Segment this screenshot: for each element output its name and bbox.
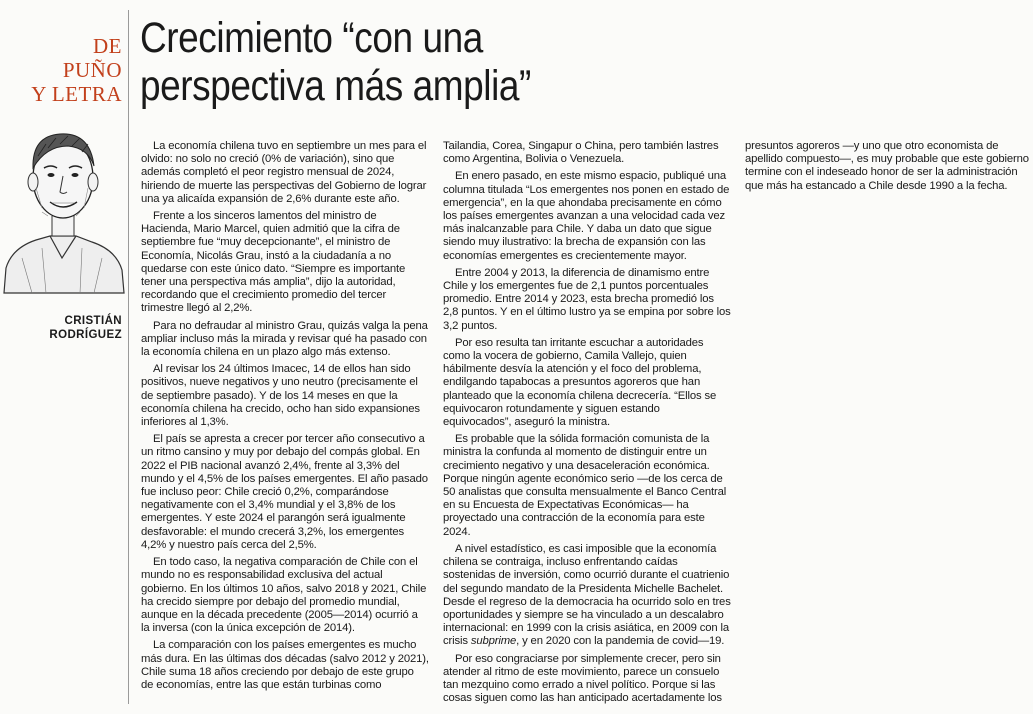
section-label-line1: DE (93, 34, 122, 58)
article-italic-term: subprime (470, 635, 517, 648)
article-paragraph: El país se apresta a crecer por tercer año consecutivo a un ritmo cansino y muy por debajo del compás global. En 2022 el PIB nacional avanzó 2,4%, frente al 3,3% del mundo y el 4,5% de los países emergentes. El año pasado fue incluso peor: Chile creció 0,2%, comparándose negativamente con el 3,4% mundial y el 3,8% de los emergentes. Y este 2024 el parangón será igualmente desfavorable: el mundo crecerá 3,2%, los emergentes 4,2% y nuestro país cerca del 2,5%. (141, 433, 428, 551)
section-label-line3: Y LETRA (31, 82, 122, 106)
article-text: , y en 2020 con la pandemia de covid—19. (516, 635, 725, 648)
section-label-line2: PUÑO (62, 58, 122, 82)
article-paragraph: Al revisar los 24 últimos Imacec, 14 de ellos han sido positivos, nueve negativos y uno neutro (precisamente el de septiembre pasado). Y de los 14 meses en que la economía chilena ha crecido, ocho han sido expansiones inferiores al 1,3%. (141, 363, 420, 429)
article-paragraph: Entre 2004 y 2013, la diferencia de dinamismo entre Chile y los emergentes fue de 2,1 puntos porcentuales promedio. Entre 2014 y 2023, esta brecha promedió los 2,8 puntos. Y en el último lustro ya se empina por sobre los 3,2 puntos. (443, 266, 731, 332)
author-name (49, 314, 122, 342)
author-first-name: CRISTIÁN (64, 315, 122, 327)
article-paragraph: Por eso resulta tan irritante escuchar a autoridades como la vocera de gobierno, Camila Vallejo, quien hábilmente desvía la atención y el foco del problema, endilgando tapabocas a presuntos agoreros que han planteado que la economía chilena decrecería. “Ellos se equivocaron rotundamente y siguen estando equivocados”, aseguró la ministra. (443, 336, 717, 429)
section-label (31, 34, 122, 106)
article-paragraph: Es probable que la sólida formación comunista de la ministra la confunda al momento de distinguir entre un crecimiento negativo y una desaceleración económica. Porque ningún agente económico serio —de los cerca de 50 analistas que consulta mensualmente el Banco Central en su Encuesta de Expectativas Económicas— ha proyectado una contracción de la economía para este 2024. (443, 433, 727, 538)
article-text: A nivel estadístico, es casi imposible que la economía chilena se contraiga, incluso enfrentando caídas sostenidas de inversión, como ocurrió durante el cuatrienio del segundo mandato de la Presidenta Michelle Bachelet. Desde el regreso de la democracia ha ocurrido solo en tres oportunidades y siempre se ha vinculado a un descalabro internacional: en 1999 con la crisis asiática, en 2009 con la crisis (443, 542, 731, 648)
author-last-name: RODRÍGUEZ (49, 329, 122, 341)
article-paragraph: Para no defraudar al ministro Grau, quizás valga la pena ampliar incluso más la mirada y revisar qué ha pasado con la economía chilena en un plazo algo más extenso. (141, 319, 428, 359)
article-paragraph: La comparación con los países emergentes es mucho más dura. En las últimas dos décadas (salvo 2012 y 2021), Chile suma 18 años creciendo por debajo de este grupo de economías, entre las que están turbinas como Tailandia, Corea, Singapur o China, pero también lastres como Argentina, Bolivia o Venezuela. (141, 140, 719, 691)
left-column (0, 0, 128, 714)
headline (140, 14, 647, 110)
article-paragraph: En enero pasado, en este mismo espacio, publiqué una columna titulada “Los emergentes nos ponen en estado de emergencia”, en la que ahondaba precisamente en cómo los países emergentes avanzan a una velocidad cada vez más inalcanzable para Chile. Y daba un dato que sigue siendo muy ilustrativo: la brecha de expansión con las economías emergentes es crecientemente mayor. (443, 170, 730, 262)
article-paragraph: La economía chilena tuvo en septiembre un mes para el olvido: no solo no creció (0% de variación), sino que además completó el peor registro mensual de 2024, hiriendo de muerte las perspectivas del Gobierno de lograr una ya alicaída expansión de 2,6% durante este año. (141, 140, 427, 205)
article-body (141, 140, 1029, 706)
article-paragraph: Frente a los sinceros lamentos del ministro de Hacienda, Mario Marcel, quien admitió que la cifra de septiembre fue “muy decepcionante”, el ministro de Economía, Nicolás Grau, instó a la ciudadanía a no quedarse con este único dato. “Siempre es importante tener una perspectiva más amplia”, dijo la autoridad, recordando que el crecimiento promedio del tercer trimestre llegó al 2,2%. (141, 210, 406, 315)
article-paragraph (443, 543, 731, 649)
column-divider (128, 10, 129, 704)
article-paragraph: En todo caso, la negativa comparación de Chile con el mundo no es responsabilidad exclusiva del actual gobierno. En los últimos 10 años, salvo 2018 y 2021, Chile ha crecido siempre por debajo del promedio mundial, aunque en la década precedente (2005—2014) ocurrió a la inversa (con la única excepción de 2014). (141, 556, 427, 635)
article-paragraph: Por eso congraciarse por simplemente crecer, pero sin atender al ritmo de este movimiento, parece un consuelo tan mezquino como errado a nivel político. Porque si las cosas siguen como las han anticipado acertadamente los presuntos agoreros —y uno que otro economista de apellido compuesto—, es muy probable que este gobierno termine con el indeseado honor de ser la administración que más ha estancado a Chile desde 1990 a la fecha. (443, 140, 1029, 705)
headline-line2: perspectiva más amplia” (140, 62, 531, 110)
headline-line1: Crecimiento “con una (140, 14, 483, 62)
author-portrait-illustration (2, 108, 124, 293)
